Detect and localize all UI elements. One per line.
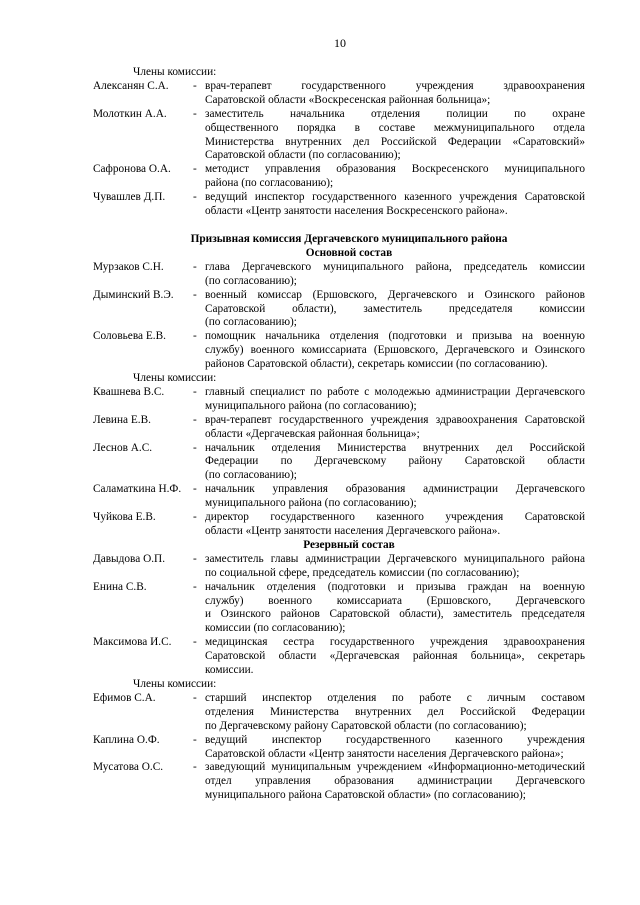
person-name: Саламаткина Н.Ф. [93, 483, 182, 496]
role-line: Саратовской области «Центр занятости населения Дергачевского района»; [205, 747, 564, 760]
person-role [205, 163, 585, 191]
reserve-composition-list [93, 553, 585, 678]
person-name: Квашнева В.С. [93, 385, 165, 398]
role-line: ведущий инспектор государственного казенного учреждения [205, 733, 585, 746]
person-name: Чувашлев Д.П. [93, 191, 166, 204]
commission-title: Призывная комиссия Дергачевского муниципального района [190, 232, 508, 245]
person-entry [93, 483, 585, 511]
dash-separator: - [193, 260, 197, 273]
person-name: Левина Е.В. [93, 413, 151, 426]
role-line: Федерации по Дергачевскому району Саратовской области [205, 455, 585, 468]
role-line: области «Центр занятости населения Воскресенского района». [205, 205, 508, 218]
role-line: муниципального района (по согласованию); [205, 399, 417, 412]
person-name: Сафронова О.А. [93, 163, 171, 176]
role-line: муниципального района Саратовской области» (по согласованию); [205, 789, 526, 802]
dash-separator: - [193, 288, 197, 301]
person-name: Каплина О.Ф. [93, 733, 160, 746]
person-role [205, 330, 585, 372]
role-line: службу) военного комиссариата (Ершовского, Дергачевского [205, 594, 585, 607]
person-name: Алексанян С.А. [93, 79, 169, 92]
role-line: по Дергачевскому району Саратовской области (по согласованию); [205, 719, 527, 732]
member-list [93, 386, 585, 539]
role-line: заместитель начальника отделения полиции по охране [205, 107, 585, 120]
role-line: отделения Министерства внутренних дел Российской Федерации [205, 705, 585, 718]
members-label: Члены комиссии: [133, 66, 217, 78]
role-line: старший инспектор отделения по работе с личным составом [205, 691, 585, 704]
dash-separator: - [193, 413, 197, 426]
role-line: медицинская сестра государственного учреждения здравоохранения [205, 636, 585, 649]
page-number: 10 [334, 36, 346, 50]
role-line: муниципального района (по согласованию); [205, 497, 417, 510]
role-line: глава Дергачевского муниципального района, председатель комиссии [205, 260, 585, 273]
dash-separator: - [193, 79, 197, 92]
person-name: Давыдова О.П. [93, 552, 166, 565]
role-line: военный комиссар (Ершовского, Дергачевского и Озинского районов [205, 288, 585, 301]
member-list [93, 692, 585, 803]
role-line: по социальной сфере, председатель комиссии (по согласованию); [205, 566, 520, 579]
person-entry [93, 692, 585, 734]
role-line: начальник отделения (подготовки и призыва граждан на военную [205, 580, 585, 593]
person-entry [93, 80, 585, 108]
person-role [205, 386, 585, 414]
role-line: помощник начальника отделения (подготовки и призыва на военную [205, 330, 585, 343]
dash-separator: - [193, 552, 197, 565]
person-role [205, 581, 585, 637]
dash-separator: - [193, 580, 197, 593]
person-name: Ефимов С.А. [93, 691, 156, 704]
person-name: Мусатова О.С. [93, 761, 164, 774]
person-entry [93, 553, 585, 581]
person-role [205, 414, 585, 442]
dash-separator: - [193, 511, 197, 524]
person-entry [93, 108, 585, 164]
main-composition-heading: Основной состав [305, 246, 393, 259]
role-line: районов Саратовской области), секретарь комиссии (по согласованию). [205, 358, 548, 371]
dash-separator: - [193, 733, 197, 746]
person-name: Дыминский В.Э. [93, 288, 174, 301]
dash-separator: - [193, 107, 197, 120]
person-role [205, 442, 585, 484]
role-line: отдел управления образования администрации Дергачевского [205, 775, 585, 788]
person-role [205, 692, 585, 734]
person-entry [93, 330, 585, 372]
role-line: Саратовской области), заместитель председателя комиссии [205, 302, 585, 315]
role-line: области «Центр занятости населения Дергачевского района». [205, 525, 501, 537]
role-line: Саратовской области (по согласованию); [205, 149, 401, 162]
reserve-composition-heading: Резервный состав [303, 538, 395, 551]
role-line: ведущий инспектор государственного казенного учреждения Саратовской [205, 191, 585, 204]
person-name: Чуйкова Е.В. [93, 511, 156, 524]
role-line: (по согласованию); [205, 274, 297, 287]
role-line: Саратовской области «Дергачевская районная больница», секретарь [205, 650, 585, 663]
person-entry [93, 289, 585, 331]
dash-separator: - [193, 483, 197, 496]
person-entry [93, 511, 585, 539]
person-entry [93, 581, 585, 637]
person-entry [93, 636, 585, 678]
person-role [205, 483, 585, 511]
person-entry [93, 734, 585, 762]
role-line: врач-терапевт государственного учреждения здравоохранения [205, 79, 585, 92]
person-entry [93, 761, 585, 803]
person-name: Мурзаков С.Н. [93, 260, 164, 273]
role-line: и Озинского районов Саратовской области), заместитель председателя [205, 608, 585, 621]
role-line: начальник отделения Министерства внутренних дел Российской [205, 441, 585, 454]
role-line: методист управления образования Воскресенского муниципального [205, 163, 585, 176]
role-line: (по согласованию); [205, 316, 297, 329]
person-role [205, 553, 585, 581]
person-role [205, 261, 585, 289]
dash-separator: - [193, 330, 197, 343]
person-name: Молоткин А.А. [93, 107, 167, 120]
members-label: Члены комиссии: [133, 372, 217, 385]
person-entry [93, 386, 585, 414]
role-line: директор государственного казенного учреждения Саратовской [205, 511, 585, 524]
person-entry [93, 442, 585, 484]
dash-separator: - [193, 691, 197, 704]
person-entry [93, 414, 585, 442]
person-role [205, 761, 585, 803]
main-composition-list [93, 261, 585, 372]
dash-separator: - [193, 191, 197, 204]
role-line: Министерства внутренних дел Российской Федерации «Саратовский» [205, 135, 585, 148]
person-name: Леснов А.С. [93, 441, 153, 454]
person-role [205, 191, 585, 219]
role-line: заведующий муниципальным учреждением «Информационно-методический [205, 761, 585, 774]
person-role [205, 511, 585, 539]
person-role [205, 80, 585, 108]
role-line: общественного порядка в составе межмуниципального отдела [205, 121, 585, 134]
person-entry [93, 191, 585, 219]
person-name: Енина С.В. [93, 580, 147, 593]
role-line: Саратовской области «Воскресенская районная больница»; [205, 93, 491, 106]
role-line: службу) военного комиссариата (Ершовского, Дергачевского и Озинского [205, 344, 585, 357]
dash-separator: - [193, 636, 197, 649]
role-line: комиссии. [205, 664, 254, 677]
members-label: Члены комиссии: [133, 677, 217, 690]
dash-separator: - [193, 761, 197, 774]
role-line: заместитель главы администрации Дергачевского муниципального района [205, 552, 585, 565]
dash-separator: - [193, 163, 197, 176]
person-name: Соловьева Е.В. [93, 330, 166, 343]
person-role [205, 289, 585, 331]
role-line: начальник управления образования администрации Дергачевского [205, 483, 585, 496]
role-line: области «Дергачевская районная больница»; [205, 427, 420, 440]
person-name: Максимова И.С. [93, 636, 172, 649]
document-content [93, 66, 585, 803]
role-line: комиссии (по согласованию); [205, 622, 346, 635]
person-role [205, 108, 585, 164]
role-line: (по согласованию); [205, 469, 297, 482]
member-list [93, 80, 585, 219]
person-entry [93, 261, 585, 289]
person-role [205, 636, 585, 678]
person-role [205, 734, 585, 762]
role-line: района (по согласованию); [205, 177, 334, 190]
role-line: главный специалист по работе с молодежью администрации Дергачевского [205, 385, 585, 398]
role-line: врач-терапевт государственного учреждения здравоохранения Саратовской [205, 413, 585, 426]
person-entry [93, 163, 585, 191]
dash-separator: - [193, 441, 197, 454]
dash-separator: - [193, 385, 197, 398]
